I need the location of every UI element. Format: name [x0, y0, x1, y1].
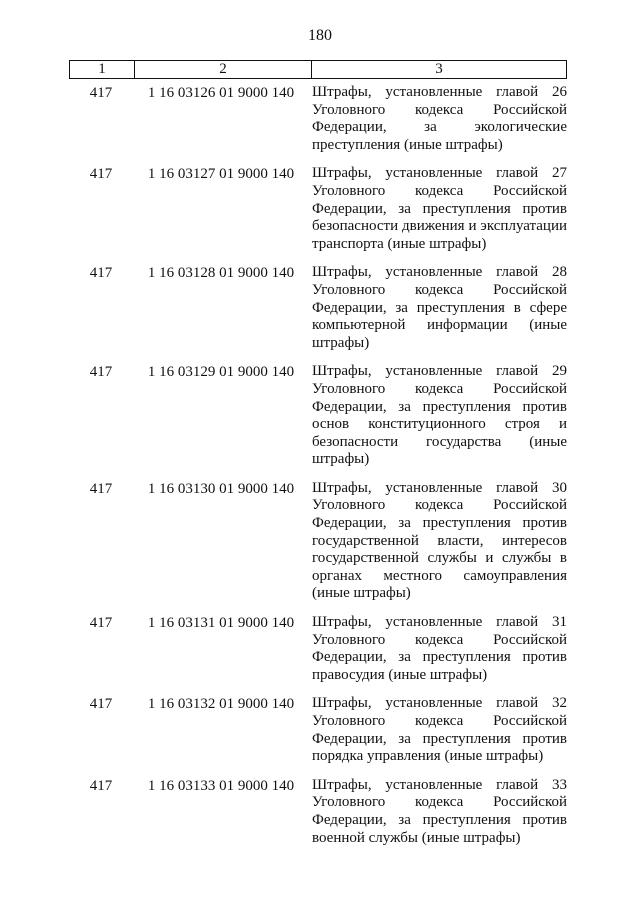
description-cell: Штрафы, установленные главой 30 Уголовного кодекса Российской Федерации, за преступления против государственной власти, интересов государственной службы и службы в органах местного самоуправления (иные штрафы): [312, 479, 567, 602]
description-cell: Штрафы, установленные главой 26 Уголовного кодекса Российской Федерации, за экологические преступления (иные штрафы): [312, 84, 567, 153]
kbk-code-cell: 1 16 03128 01 9000 140: [147, 265, 295, 282]
admin-code-cell: 417: [89, 480, 113, 497]
admin-code-cell: 417: [89, 166, 113, 183]
description-cell: Штрафы, установленные главой 31 Уголовного кодекса Российской Федерации, за преступления против правосудия (иные штрафы): [312, 614, 567, 683]
admin-code-cell: 417: [89, 265, 113, 282]
table-row: [69, 165, 567, 253]
table-row: [69, 264, 567, 352]
admin-code-cell: 417: [89, 777, 113, 794]
kbk-code-cell: 1 16 03126 01 9000 140: [147, 85, 295, 101]
description-cell: Штрафы, установленные главой 28 Уголовного кодекса Российской Федерации, за преступления в сфере компьютерной информации (иные штрафы): [312, 264, 567, 351]
admin-code-cell: 417: [89, 696, 113, 713]
kbk-code-cell: 1 16 03129 01 9000 140: [147, 364, 295, 381]
column-header-1: 1: [70, 61, 135, 79]
admin-code-cell: 417: [89, 615, 113, 632]
admin-code-cell: 417: [89, 364, 113, 381]
table-row: [69, 480, 567, 603]
table-row: [69, 695, 567, 765]
kbk-code-cell: 1 16 03133 01 9000 140: [147, 777, 295, 794]
table-row: [69, 614, 567, 684]
table-row: [69, 777, 567, 847]
column-header-row: [70, 61, 567, 79]
kbk-code-cell: 1 16 03130 01 9000 140: [147, 480, 295, 497]
kbk-code-cell: 1 16 03131 01 9000 140: [147, 615, 295, 632]
kbk-code-cell: 1 16 03132 01 9000 140: [147, 696, 295, 713]
column-header-table: [69, 60, 567, 79]
table-row: [69, 84, 567, 154]
description-cell: Штрафы, установленные главой 33 Уголовного кодекса Российской Федерации, за преступления против военной службы (иные штрафы): [312, 776, 567, 846]
column-header-2: 2: [135, 61, 312, 79]
table-body: [69, 84, 567, 858]
description-cell: Штрафы, установленные главой 27 Уголовного кодекса Российской Федерации, за преступления против безопасности движения и эксплуатации транспорта (иные штрафы): [312, 165, 567, 252]
description-cell: Штрафы, установленные главой 32 Уголовного кодекса Российской Федерации, за преступления против порядка управления (иные штрафы): [312, 695, 567, 765]
table-row: [69, 363, 567, 469]
admin-code-cell: 417: [89, 85, 113, 101]
kbk-code-cell: 1 16 03127 01 9000 140: [147, 166, 295, 183]
description-cell: Штрафы, установленные главой 29 Уголовного кодекса Российской Федерации, за преступления против основ конституционного строя и безопасности государства (иные штрафы): [312, 363, 567, 468]
column-header-3: 3: [312, 61, 567, 79]
page-number: 180: [308, 27, 332, 44]
